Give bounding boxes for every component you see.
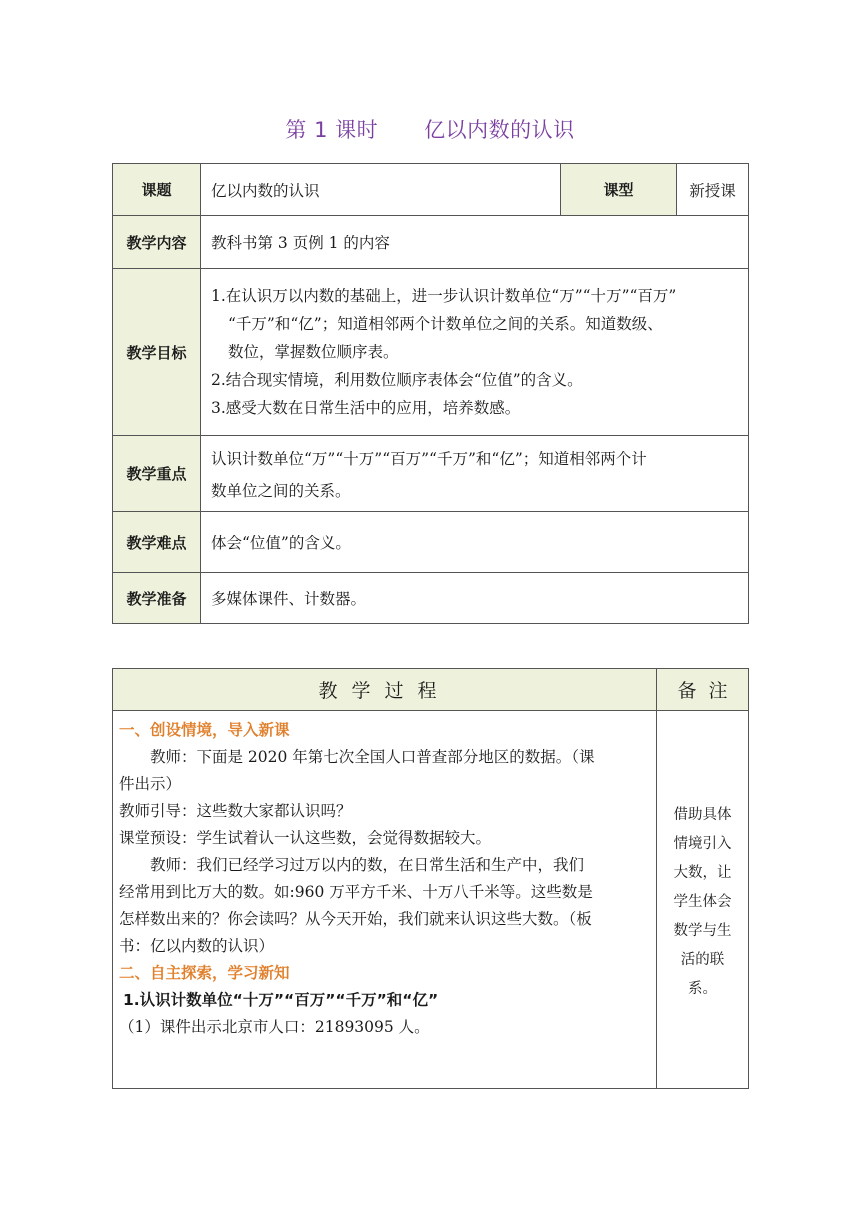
row-goals — [113, 269, 749, 436]
topic-value: 亿以内数的认识 — [201, 164, 561, 216]
key-points — [201, 436, 749, 512]
process-body-row — [113, 711, 749, 1089]
section-heading: 一、创设情境，导入新课 — [119, 721, 290, 739]
goal-line: 2.结合现实情境，利用数位顺序表体会“位值”的含义。 — [211, 371, 583, 389]
row-key-points — [113, 436, 749, 512]
paragraph-line: 教师：我们已经学习过万以内的数，在日常生活和生产中，我们 — [150, 856, 585, 874]
page-title — [0, 114, 860, 144]
content-value: 教科书第 3 页例 1 的内容 — [201, 216, 749, 269]
difficulty-value: 体会“位值”的含义。 — [201, 512, 749, 573]
goal-line: 3.感受大数在日常生活中的应用，培养数感。 — [211, 399, 521, 417]
type-value: 新授课 — [677, 164, 749, 216]
teaching-process-table — [112, 668, 749, 1089]
note-line: 系。 — [688, 981, 717, 997]
goals-label: 教学目标 — [113, 269, 201, 436]
paragraph: 课堂预设：学生试着认一认这些数，会觉得数据较大。 — [119, 829, 492, 847]
goal-line: 数位，掌握数位顺序表。 — [228, 343, 399, 361]
note-line: 学生体会 — [673, 894, 732, 910]
paragraph-line: 书：亿以内数的认识） — [119, 937, 275, 955]
process-content — [113, 711, 657, 1089]
goal-line: “千万”和“亿”；知道相邻两个计数单位之间的关系。知道数级、 — [228, 315, 663, 333]
key-label: 教学重点 — [113, 436, 201, 512]
paragraph-line: 教师：下面是 2020 年第七次全国人口普查部分地区的数据。（课 — [150, 748, 595, 766]
paragraph: 教师引导：这些数大家都认识吗？ — [119, 802, 352, 820]
paragraph-line: 经常用到比万大的数。如:960 万平方千米、十万八千米等。这些数是 — [119, 883, 593, 901]
goals-list — [201, 269, 749, 436]
note-line: 数学与生 — [673, 923, 732, 939]
note-line: 活的联 — [680, 952, 725, 968]
difficulty-label: 教学难点 — [113, 512, 201, 573]
lesson-number: 第 1 课时 — [285, 118, 379, 142]
subsection-heading: 1.认识计数单位“十万”“百万”“千万”和“亿” — [123, 991, 439, 1009]
note-line: 大数，让 — [673, 865, 732, 881]
key-line: 认识计数单位“万”“十万”“百万”“千万”和“亿”；知道相邻两个计 — [211, 449, 647, 468]
prep-label: 教学准备 — [113, 573, 201, 624]
content-label: 教学内容 — [113, 216, 201, 269]
row-difficulty — [113, 512, 749, 573]
notes-header: 备注 — [657, 669, 749, 711]
row-content — [113, 216, 749, 269]
type-label: 课型 — [561, 164, 677, 216]
paragraph-line: 怎样数出来的？你会读吗？从今天开始，我们就来认识这些大数。（板 — [119, 910, 592, 928]
key-line: 数单位之间的关系。 — [211, 481, 351, 500]
process-header-row — [113, 669, 749, 711]
note-line: 情境引入 — [673, 836, 732, 852]
lesson-info-table — [112, 163, 749, 624]
row-prep — [113, 573, 749, 624]
paragraph: （1）课件出示北京市人口：21893095 人。 — [119, 1018, 430, 1036]
lesson-topic: 亿以内数的认识 — [424, 118, 575, 142]
goal-line: 1.在认识万以内数的基础上，进一步认识计数单位“万”“十万”“百万” — [211, 287, 677, 305]
topic-label: 课题 — [113, 164, 201, 216]
process-header: 教学过程 — [113, 669, 657, 711]
note-line: 借助具体 — [673, 807, 732, 823]
notes-content — [657, 711, 749, 1089]
row-topic — [113, 164, 749, 216]
paragraph-line: 件出示） — [119, 775, 182, 793]
section-heading: 二、自主探索，学习新知 — [119, 964, 290, 982]
prep-value: 多媒体课件、计数器。 — [201, 573, 749, 624]
